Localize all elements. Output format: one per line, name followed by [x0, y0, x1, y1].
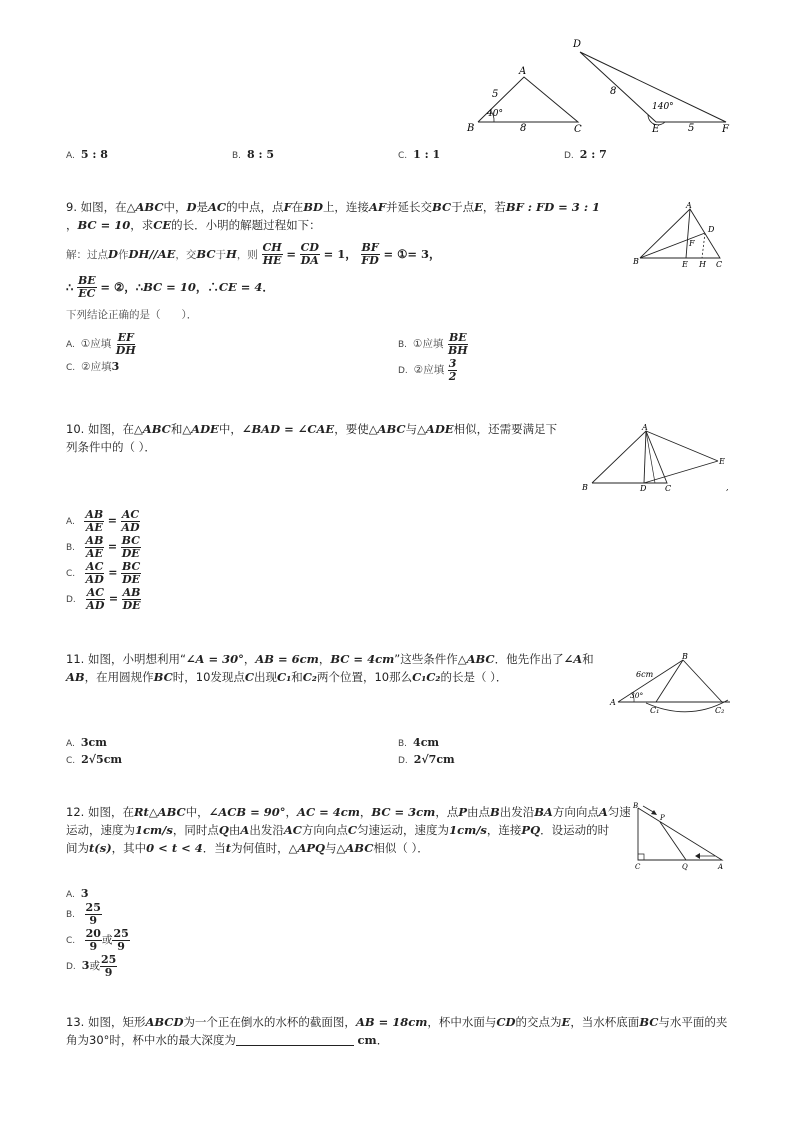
svg-text:B: B — [582, 483, 588, 492]
q12-option-d[interactable]: D. 3或 $\frac{25}{9}$ — [66, 952, 117, 979]
q9-prompt: 下列结论正确的是（ ）． — [66, 309, 198, 321]
q10-figure — [575, 420, 735, 495]
q8-label-e: E — [652, 124, 660, 135]
option-text: 5 : 8 — [80, 148, 108, 161]
q12-figure — [628, 800, 740, 872]
svg-text:30°: 30° — [630, 691, 644, 700]
q11-line1: 11. 如图，小明想利用“∠A = 30°，AB = 6cm，BC = 4cm”这些条件作△ABC．他先作出了∠A和 — [66, 652, 594, 666]
q9-frac-bf-fd: $\frac{BF}{FD}$ — [361, 241, 379, 267]
q10-line2: 列条件中的（ ）． — [66, 440, 156, 454]
option-text: 2 : 7 — [579, 148, 607, 161]
svg-text:D: D — [708, 225, 715, 234]
svg-text:E: E — [682, 260, 688, 269]
q8-side-ab: 5 — [492, 89, 499, 100]
svg-text:A: A — [610, 698, 616, 707]
q9-option-b[interactable]: B. ①应填 $\frac{BE}{BH}$ — [398, 330, 468, 357]
q12-option-b[interactable]: B. $\frac{25}{9}$ — [66, 900, 101, 927]
q12-option-a[interactable]: A. 3 — [66, 887, 89, 900]
svg-text:B: B — [633, 257, 639, 266]
q8-label-f: F — [722, 124, 729, 135]
q13-answer-blank[interactable] — [236, 1033, 354, 1046]
option-letter: A. — [66, 151, 75, 161]
svg-text:Q: Q — [682, 863, 688, 871]
q9-frac-cd-da: $\frac{CD}{DA}$ — [300, 241, 319, 267]
option-text: 1 : 1 — [413, 148, 441, 161]
q10-option-d[interactable]: D. $\frac{AC}{AD}$ = $\frac{AB}{DE}$ — [66, 585, 141, 612]
q9-line2: ，BC = 10，求CE的长．小明的解题过程如下： — [66, 218, 321, 232]
option-letter: B. — [232, 151, 242, 161]
option-text: 8 : 5 — [247, 148, 275, 161]
q10-option-b[interactable]: B. $\frac{AB}{AE}$ = $\frac{BC}{DE}$ — [66, 533, 140, 560]
q9-figure — [630, 200, 760, 270]
option-letter: D. — [564, 151, 574, 161]
q10-line1: 10. 如图，在△ABC和△ADE中，∠BAD = ∠CAE，要使△ABC与△ADE相似，还需要满足下 — [66, 422, 558, 436]
svg-text:E: E — [719, 457, 725, 466]
q11-line2: AB，在用圆规作BC时，10发现点C出现C₁和C₂两个位置，10那么C₁C₂的长是（ ）． — [66, 670, 508, 684]
q10-option-c[interactable]: C. $\frac{AC}{AD}$ = $\frac{BC}{DE}$ — [66, 559, 141, 586]
svg-text:C: C — [635, 863, 641, 871]
q12-line3: 间为t(s)，其中0 < t < 4．当t为何值时，△APQ与△ABC相似（ ）． — [66, 841, 429, 855]
q8-angle-e: 140° — [652, 102, 674, 112]
q8-side-de: 8 — [610, 86, 617, 97]
q8-option-d[interactable] — [564, 147, 607, 164]
q11-figure — [605, 650, 740, 715]
q13-line2: 角为30°时，杯中水的最大深度为 cm． — [66, 1033, 389, 1047]
option-letter: C. — [398, 151, 408, 161]
q9-option-a[interactable]: A. ①应填 $\frac{EF}{DH}$ — [66, 330, 136, 357]
q9-line1: 9. 如图，在△ABC中，D是AC的中点，点F在BD上，连接AF并延长交BC于点E，若BF : FD = 3 : 1 — [66, 200, 601, 214]
svg-text:C: C — [716, 260, 723, 269]
q8-option-a[interactable] — [66, 147, 108, 164]
svg-text:A: A — [686, 201, 692, 210]
svg-text:P: P — [660, 814, 665, 822]
q12-line2: 运动，速度为1cm/s，同时点Q由A出发沿AC方向向点C匀速运动，速度为1cm/s，连接PQ．设运动的时 — [66, 823, 610, 837]
q8-label-c: C — [574, 124, 582, 135]
q8-figure — [460, 36, 740, 136]
q9-frac-be-ec: $\frac{BE}{EC}$ — [77, 274, 96, 300]
svg-text:B: B — [633, 802, 639, 810]
q9-frac-ch-he: $\frac{CH}{HE}$ — [262, 241, 282, 267]
svg-text:C: C — [665, 484, 672, 493]
svg-text:B: B — [682, 652, 688, 661]
q8-side-bc: 8 — [520, 123, 527, 134]
q10-option-a[interactable]: A. $\frac{AB}{AE}$ = $\frac{AC}{AD}$ — [66, 507, 140, 534]
q8-angle-b: 40° — [487, 109, 503, 119]
svg-text:6cm: 6cm — [636, 670, 654, 679]
svg-text:D: D — [640, 484, 647, 493]
q9-line4: ∴ $\frac{BE}{EC}$ = ②，∴BC = 10，∴CE = 4． — [66, 274, 274, 300]
svg-text:A: A — [718, 863, 724, 871]
svg-text:A: A — [642, 423, 648, 432]
svg-text:C₂: C₂ — [715, 706, 725, 715]
q11-option-b[interactable]: B. 4cm — [398, 736, 440, 749]
svg-text:C₁: C₁ — [650, 706, 660, 715]
q8-label-b: B — [467, 123, 475, 134]
svg-text:H: H — [699, 260, 706, 269]
q13-line1: 13. 如图，矩形ABCD为一个正在倒水的水杯的截面图，AB = 18cm，杯中水面与CD的交点为E，当水杯底面BC与水平面的夹 — [66, 1015, 728, 1029]
q8-label-d: D — [573, 39, 582, 50]
q8-option-b[interactable] — [232, 147, 274, 164]
q9-option-c[interactable]: C. ②应填3 — [66, 360, 120, 373]
q11-option-c[interactable]: C. 2√5cm — [66, 753, 123, 766]
q11-option-a[interactable]: A. 3cm — [66, 736, 107, 749]
q12-option-c[interactable]: C. $\frac{20}{9}$ 或 $\frac{25}{9}$ — [66, 926, 129, 953]
q11-option-d[interactable]: D. 2√7cm — [398, 753, 455, 766]
q9-option-d[interactable]: D. ②应填 $\frac{3}{2}$ — [398, 356, 457, 383]
q8-side-ef: 5 — [688, 123, 695, 134]
svg-text:F: F — [689, 239, 695, 248]
q8-option-c[interactable] — [398, 147, 440, 164]
svg-text:,: , — [726, 483, 729, 492]
q9-solution-line: 解：过点D作DH//AE，交BC于H，则 $\frac{CH}{HE}$ = $\frac{CD}{DA}$ = 1， $\frac{BF}{FD}$ = ①= 3， — [66, 241, 441, 267]
q12-line1: 12. 如图，在Rt△ABC中，∠ACB = 90°，AC = 4cm，BC = 3cm，点P由点B出发沿BA方向向点A匀速 — [66, 805, 631, 819]
q8-label-a: A — [519, 66, 527, 77]
